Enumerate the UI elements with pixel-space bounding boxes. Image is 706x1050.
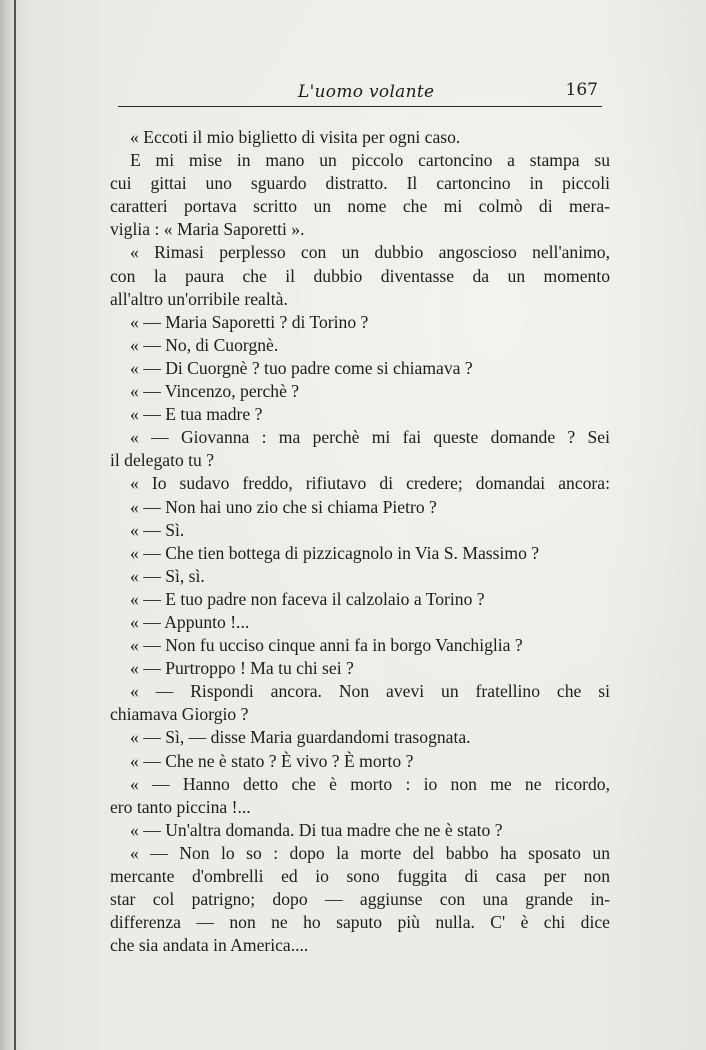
text-line: « Eccoti il mio biglietto di visita per ogni caso. bbox=[130, 127, 461, 147]
text-line: « — Appunto !... bbox=[130, 611, 250, 632]
text-line: « — Rispondi ancora. Non avevi un fratellino che si bbox=[130, 681, 610, 702]
text-line: con la paura che il dubbio diventasse da un momento bbox=[110, 265, 610, 286]
text-line: « — Hanno detto che è morto : io non me ne ricordo, bbox=[130, 773, 610, 794]
text-line: « — E tua madre ? bbox=[130, 404, 263, 425]
text-line: « — Maria Saporetti ? di Torino ? bbox=[130, 311, 369, 332]
text-line: cui gittai uno sguardo distratto. Il cartoncino in piccoli bbox=[110, 173, 610, 194]
text-line: caratteri portava scritto un nome che mi colmò di mera- bbox=[110, 196, 610, 217]
text-line: « — Che ne è stato ? È vivo ? È morto ? bbox=[130, 750, 414, 771]
text-line: che sia andata in America.... bbox=[110, 935, 309, 956]
book-spine-edge bbox=[14, 0, 16, 1050]
running-title: L'uomo volante bbox=[298, 82, 435, 102]
text-line: « Rimasi perplesso con un dubbio angoscioso nell'animo, bbox=[130, 242, 610, 263]
text-line: « — Giovanna : ma perchè mi fai queste domande ? Sei bbox=[130, 427, 610, 448]
text-line: il delegato tu ? bbox=[110, 450, 215, 471]
page-header bbox=[118, 78, 600, 106]
text-line: star col patrigno; dopo — aggiunse con una grande in- bbox=[110, 889, 610, 910]
page-number: 167 bbox=[565, 80, 598, 100]
text-line: « — Non hai uno zio che si chiama Pietro ? bbox=[130, 496, 437, 517]
text-line: « — Purtroppo ! Ma tu chi sei ? bbox=[130, 658, 354, 679]
header-rule bbox=[118, 106, 602, 107]
text-line: « — No, di Cuorgnè. bbox=[130, 334, 279, 355]
text-line: E mi mise in mano un piccolo cartoncino a stampa su bbox=[130, 150, 610, 171]
text-line: « — Vincenzo, perchè ? bbox=[130, 381, 300, 402]
text-line: « Io sudavo freddo, rifiutavo di credere; domandai ancora: bbox=[130, 473, 610, 494]
book-spine-shadow bbox=[0, 0, 26, 1050]
text-line: « — Sì, sì. bbox=[130, 565, 205, 586]
text-line: mercante d'ombrelli ed io sono fuggita di casa per non bbox=[110, 866, 610, 886]
text-line: « — Non lo so : dopo la morte del babbo ha sposato un bbox=[130, 842, 610, 863]
text-line: « — Non fu ucciso cinque anni fa in borgo Vanchiglia ? bbox=[130, 635, 523, 656]
text-line: all'altro un'orribile realtà. bbox=[110, 288, 288, 309]
body-text bbox=[110, 126, 610, 957]
text-line: « — Che tien bottega di pizzicagnolo in Via S. Massimo ? bbox=[130, 542, 540, 563]
text-line: viglia : « Maria Saporetti ». bbox=[110, 219, 305, 240]
text-line: differenza — non ne ho saputo più nulla. C' è chi dice bbox=[110, 912, 610, 933]
text-line: ero tanto piccina !... bbox=[110, 796, 251, 817]
text-line: « — Di Cuorgnè ? tuo padre come si chiamava ? bbox=[130, 357, 473, 378]
text-line: « — Un'altra domanda. Di tua madre che ne è stato ? bbox=[130, 819, 503, 840]
text-line: « — E tuo padre non faceva il calzolaio a Torino ? bbox=[130, 588, 485, 609]
text-line: « — Sì. bbox=[130, 519, 185, 540]
text-line: chiamava Giorgio ? bbox=[110, 704, 249, 725]
text-line: « — Sì, — disse Maria guardandomi trasognata. bbox=[130, 727, 471, 748]
